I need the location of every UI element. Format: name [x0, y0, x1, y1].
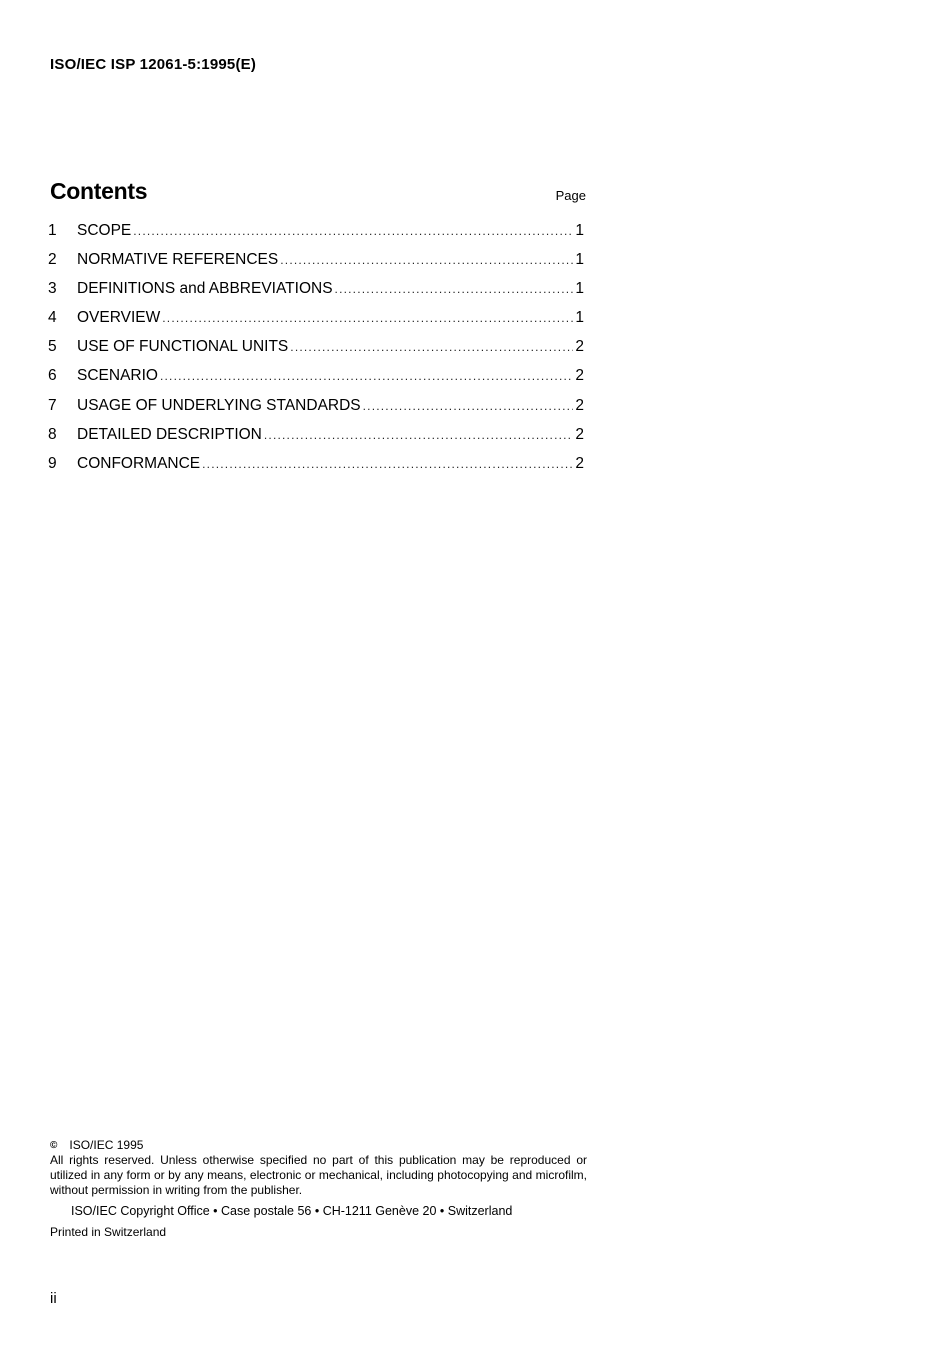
toc-entry-page: 2	[575, 454, 584, 472]
toc-entry	[48, 397, 584, 426]
toc-entry-page: 2	[575, 367, 584, 385]
toc-entry-title: DEFINITIONS and ABBREVIATIONS	[77, 280, 333, 298]
table-of-contents	[48, 222, 584, 484]
toc-entry-number: 7	[48, 396, 57, 414]
toc-entry-page: 1	[575, 251, 584, 269]
toc-entry-page: 2	[575, 396, 584, 414]
toc-entry-number: 2	[48, 251, 57, 269]
document-identifier: ISO/IEC ISP 12061-5:1995(E)	[50, 56, 257, 73]
toc-entry-page: 2	[575, 425, 584, 443]
toc-entry-title: OVERVIEW	[77, 309, 161, 327]
toc-entry	[48, 280, 584, 309]
page-column-label: Page	[555, 188, 586, 203]
toc-entry-number: 3	[48, 280, 57, 298]
toc-entry-page: 1	[575, 309, 584, 327]
page-number: ii	[50, 1290, 57, 1307]
toc-dot-leader	[133, 224, 573, 238]
toc-entry	[48, 309, 584, 338]
toc-entry-page: 1	[575, 280, 584, 298]
toc-dot-leader	[162, 311, 573, 325]
toc-dot-leader	[363, 399, 574, 413]
toc-entry-number: 1	[48, 222, 57, 239]
toc-entry	[48, 222, 584, 251]
toc-entry-title: NORMATIVE REFERENCES	[77, 251, 279, 269]
toc-entry-title: SCENARIO	[77, 367, 158, 385]
copyright-block	[50, 1138, 587, 1240]
toc-dot-leader	[335, 282, 574, 296]
toc-entry-title: CONFORMANCE	[77, 454, 201, 472]
toc-dot-leader	[264, 428, 573, 442]
printed-in-note: Printed in Switzerland	[50, 1225, 167, 1239]
toc-entry-number: 8	[48, 425, 57, 443]
toc-entry	[48, 338, 584, 367]
toc-entry-number: 6	[48, 367, 57, 385]
contents-title: Contents	[50, 178, 148, 204]
toc-entry-title: USAGE OF UNDERLYING STANDARDS	[77, 396, 361, 414]
toc-dot-leader	[280, 253, 573, 267]
toc-dot-leader	[290, 340, 573, 354]
toc-entry	[48, 455, 584, 484]
toc-entry-page: 2	[575, 338, 584, 356]
toc-entry	[48, 426, 584, 455]
toc-entry-page: 1	[575, 222, 584, 239]
copyright-holder: ISO/IEC 1995	[69, 1138, 144, 1152]
contents-heading	[50, 178, 586, 210]
copyright-symbol: ©	[50, 1140, 58, 1151]
rights-notice: All rights reserved. Unless otherwise specified no part of this publication may be reproduced or utilized in any form or by any means, electronic or mechanical, including photocopying and microfilm, without permission in writing from the publisher.	[50, 1153, 587, 1197]
toc-entry-number: 4	[48, 309, 57, 327]
toc-entry-title: SCOPE	[77, 222, 132, 239]
toc-entry-title: DETAILED DESCRIPTION	[77, 425, 262, 443]
copyright-office-address: ISO/IEC Copyright Office • Case postale 56 • CH-1211 Genève 20 • Switzerland	[71, 1204, 513, 1218]
toc-entry-number: 5	[48, 338, 57, 356]
toc-entry-number: 9	[48, 454, 57, 472]
toc-entry	[48, 367, 584, 396]
copyright-line	[50, 1138, 587, 1153]
toc-entry	[48, 251, 584, 280]
toc-dot-leader	[160, 369, 573, 383]
toc-entry-title: USE OF FUNCTIONAL UNITS	[77, 338, 289, 356]
toc-dot-leader	[202, 457, 573, 471]
